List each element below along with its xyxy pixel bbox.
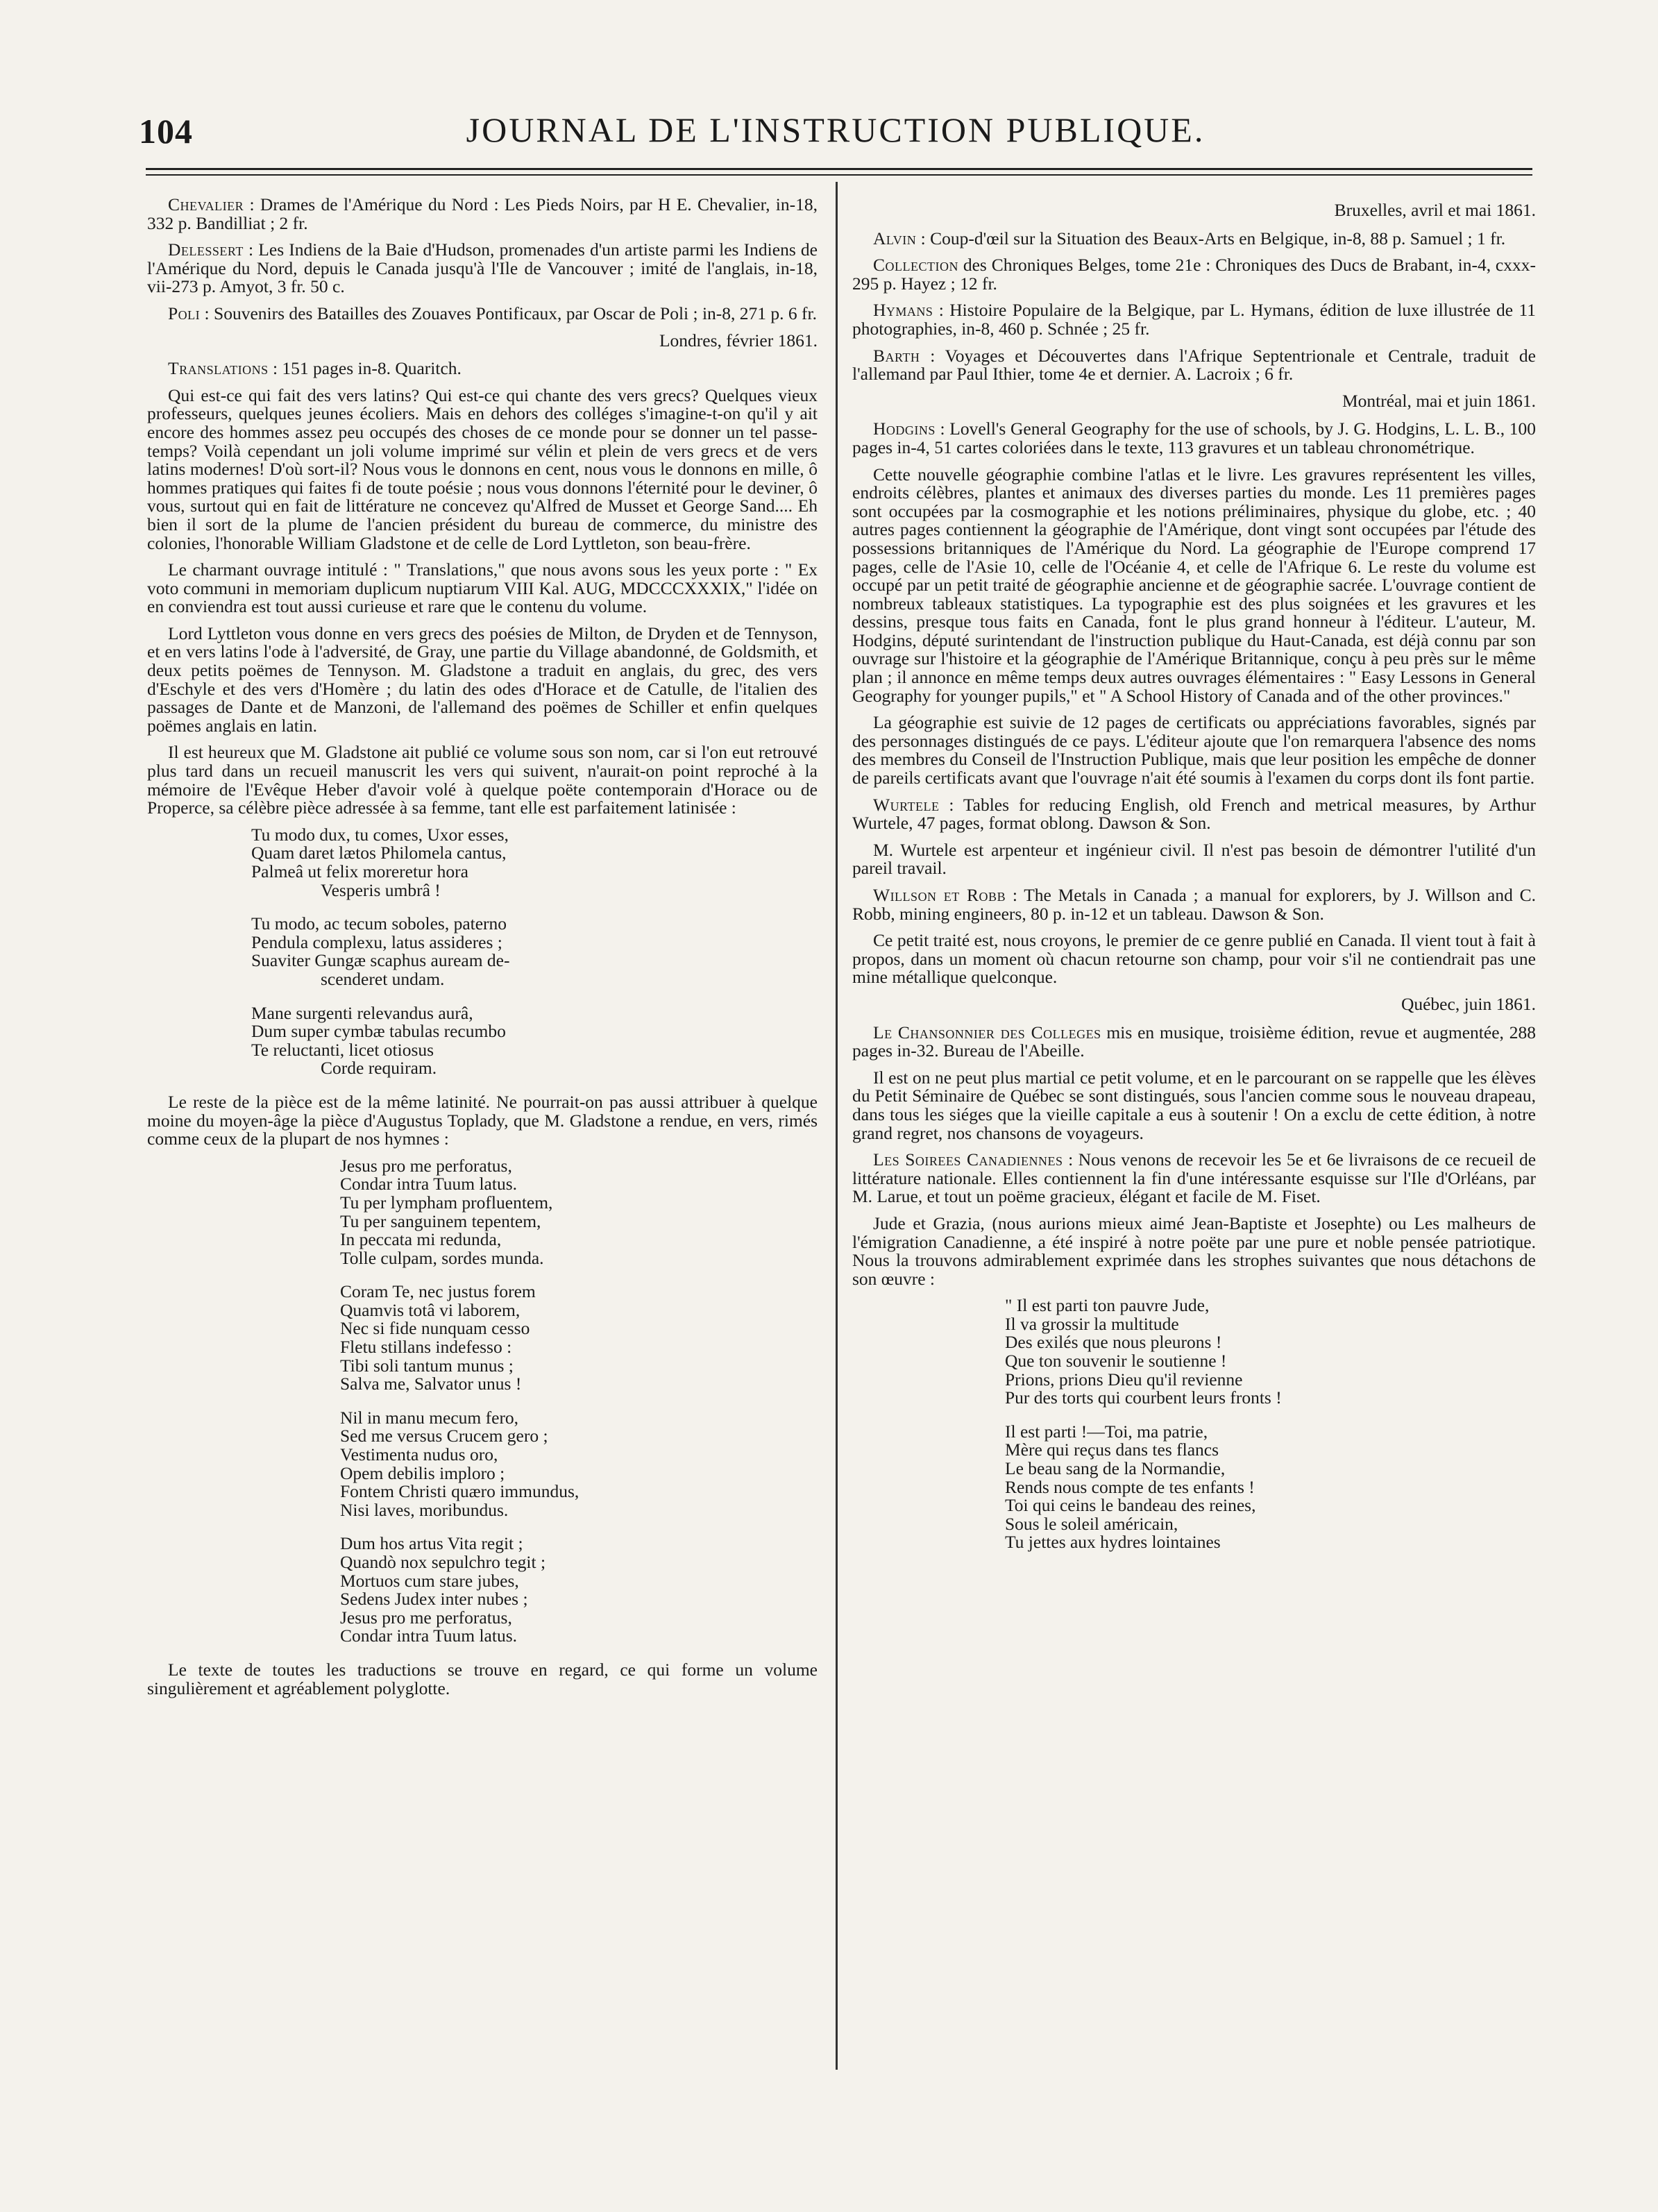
poem-stanza: [340, 1157, 818, 1268]
poem-line: Mère qui reçus dans tes flancs: [1005, 1440, 1219, 1460]
poem-line: Palmeâ ut felix moreretur hora: [251, 861, 468, 881]
poem-line: Condar intra Tuum latus.: [340, 1174, 518, 1194]
poem-line: Toi qui ceins le bandeau des reines,: [1005, 1495, 1256, 1516]
entry-text: : Coup-d'œil sur la Situation des Beaux-Arts en Belgique, in-8, 88 p. Samuel ; 1 fr.: [916, 228, 1506, 248]
entry-author: Willson et Robb: [873, 885, 1006, 905]
paragraph: La géographie est suivie de 12 pages de certificats ou appréciations favorables, signés par des personnages distingués de ce pays. L'éditeur ajoute que l'on remarquera l'absence des noms des membres du Conseil de l'Instruction Publique, mais que leur position les empêche de donner de pareils certificats avant que l'ouvrage n'ait été soumis à l'examen du corps dont ils font partie.: [852, 712, 1536, 788]
poem-line: Que ton souvenir le soutienne !: [1005, 1351, 1227, 1371]
poem-line: Il va grossir la multitude: [1005, 1313, 1179, 1334]
entry-author: Wurtele: [873, 794, 940, 815]
entry-text: des Chroniques Belges, tome 21e : Chroniques des Ducs de Brabant, in-4, cxxx-295 p. Hayez ; 12 fr.: [852, 255, 1536, 294]
bibliography-entry: [852, 796, 1536, 833]
poem-line: Sedens Judex inter nubes ;: [340, 1589, 528, 1610]
paragraph: Il est on ne peut plus martial ce petit volume, et en le parcourant on se rappelle que les élèves du Petit Séminaire de Québec se sont distingués, sous l'ancien comme sous le nouveau drapeau, dans tous les siéges que la vieille capitale a eus à soutenir ! On a exclu de cette édition, à notre grand regret, nos chansons de voyageurs.: [852, 1067, 1536, 1143]
poem-line: Vestimenta nudus oro,: [340, 1444, 498, 1465]
poem-line: Nec si fide nunquam cesso: [340, 1318, 530, 1339]
entry-text: : Tables for reducing English, old French and metrical measures, by Arthur Wurtele, 47 pages, format oblong. Dawson & Son.: [852, 794, 1536, 834]
entry-text: : The Metals in Canada ; a manual for explorers, by J. Willson and C. Robb, mining engineers, 80 p. in-12 et un tableau. Dawson & Son.: [852, 885, 1536, 924]
dateline: Montréal, mai et juin 1861.: [1342, 390, 1536, 411]
entry-author: Collection: [873, 255, 958, 276]
page-header-title: JOURNAL DE L'INSTRUCTION PUBLIQUE.: [466, 110, 1206, 149]
poem-stanza: [340, 1535, 818, 1646]
bibliography-entry: [147, 305, 818, 323]
poem-line: Tolle culpam, sordes munda.: [340, 1247, 544, 1268]
header-rule-double: [146, 174, 1532, 176]
poem-line: Jesus pro me perforatus,: [340, 1155, 512, 1176]
poem-line: Tu modo dux, tu comes, Uxor esses,: [251, 824, 509, 845]
entry-text: : 151 pages in-8. Quaritch.: [268, 358, 462, 379]
poem-line: Quamvis totâ vi laborem,: [340, 1299, 521, 1320]
poem-line: " Il est parti ton pauvre Jude,: [1005, 1295, 1210, 1316]
poem-line: Sous le soleil américain,: [1005, 1513, 1178, 1534]
poem-stanza: [1005, 1423, 1536, 1552]
page-number: 104: [139, 112, 193, 151]
poem-line: Tu per sanguinem tepentem,: [340, 1210, 541, 1231]
entry-author: Alvin: [873, 228, 917, 248]
bibliography-entry: [852, 886, 1536, 923]
entry-text: : Nous venons de recevoir les 5e et 6e livraisons de ce recueil de littérature nationale. Elles contiennent la fin d'une intéressante esquisse sur l'Ile d'Orléans, par M. Larue, et tout un poëme gracieux, élégant et facile de M. Fiset.: [852, 1149, 1537, 1207]
bibliography-entry: [852, 1151, 1536, 1206]
entry-author: Le Chansonnier des Colleges: [873, 1022, 1101, 1042]
poem-stanza: [340, 1283, 818, 1394]
poem-line: Nisi laves, moribundus.: [340, 1499, 509, 1520]
entry-author: Hodgins: [873, 419, 936, 439]
paragraph: M. Wurtele est arpenteur et ingénieur civil. Il n'est pas besoin de démontrer l'utilité d'un pareil travail.: [852, 839, 1536, 879]
paragraph: Le charmant ouvrage intitulé : " Translations," que nous avons sous les yeux porte : " Ex voto communi in memoriam duplicum nuptiarum VIII Kal. AUG, MDCCCXXXIX," l'idée on en conviendra est tout aussi curieuse et rare que le contenu du volume.: [147, 559, 818, 617]
bibliography-entry: [147, 360, 818, 378]
bibliography-entry: [852, 347, 1536, 384]
entry-author: Chevalier: [168, 194, 244, 214]
entry-text: : Lovell's General Geography for the use of schools, by J. G. Hodgins, L. L. B., 100 pages in-4, 51 cartes coloriées dans le texte, 113 gravures et un tableau chronométrique.: [852, 419, 1536, 457]
dateline: Londres, février 1861.: [659, 330, 818, 351]
right-column: [852, 196, 1536, 1567]
poem-line: Le beau sang de la Normandie,: [1005, 1458, 1226, 1479]
poem-line: Opem debilis imploro ;: [340, 1462, 505, 1483]
poem-line: Dum super cymbæ tabulas recumbo: [251, 1021, 506, 1042]
paragraph: Lord Lyttleton vous donne en vers grecs des poésies de Milton, de Dryden et de Tennyson, et en vers latins l'ode à l'adversité, de Gray, une partie du Village abandonné, de Goldsmith, et deux petits poëmes de Tennyson. M. Gladstone a traduit en anglais, du grec, des vers d'Eschyle et des vers d'Homère ; du latin des odes d'Horace et de Catulle, de l'italien des passages de Dante et de Manzoni, de l'allemand des poëmes de Schiller et enfin quelques poëmes anglais en latin.: [147, 623, 818, 736]
poem-sapphic: [147, 826, 818, 1078]
entry-author: Barth: [873, 345, 920, 366]
header-rule: [146, 168, 1532, 170]
poem-line: In peccata mi redunda,: [340, 1229, 502, 1250]
bibliography-entry: [147, 241, 818, 296]
bibliography-entry: [852, 301, 1536, 338]
poem-line: Quam daret lætos Philomela cantus,: [251, 843, 507, 863]
poem-line: Dum hos artus Vita regit ;: [340, 1533, 523, 1554]
entry-author: Hymans: [873, 300, 933, 321]
poem-line: Jesus pro me perforatus,: [340, 1607, 512, 1628]
poem-stanza: [251, 915, 818, 988]
poem-line: Fontem Christi quæro immundus,: [340, 1481, 580, 1502]
poem-line: Vesperis umbrâ !: [321, 879, 441, 900]
poem-line: Tu jettes aux hydres lointaines: [1005, 1532, 1221, 1553]
poem-line: Rends nous compte de tes enfants !: [1005, 1476, 1255, 1497]
poem-line: Prions, prions Dieu qu'il revienne: [1005, 1369, 1243, 1390]
left-column: [147, 196, 818, 1706]
poem-line: Suaviter Gungæ scaphus auream de-: [251, 950, 510, 971]
bibliography-entry: [852, 256, 1536, 293]
column-divider: [836, 182, 838, 2070]
poem-stanza: [1005, 1297, 1536, 1408]
poem-chanson: [852, 1297, 1536, 1552]
entry-text: : Voyages et Découvertes dans l'Afrique Septentrionale et Centrale, traduit de l'allemand par Paul Ithier, tome 4e et dernier. A. Lacroix ; 6 fr.: [852, 345, 1536, 385]
bibliography-entry: [852, 420, 1536, 457]
dateline: Québec, juin 1861.: [1401, 993, 1536, 1014]
entry-author: Les Soirees Canadiennes: [873, 1149, 1063, 1170]
poem-stanza: [251, 1004, 818, 1078]
poem-stanza: [340, 1409, 818, 1520]
paragraph: Le reste de la pièce est de la même latinité. Ne pourrait-on pas aussi attribuer à quelque moine du moyen-âge la pièce d'Augustus Toplady, que M. Gladstone a rendue, en vers, rimés comme ceux de la plupart de nos hymnes :: [147, 1091, 818, 1149]
bibliography-entry: [852, 1024, 1536, 1061]
poem-line: Tu per lympham profluentem,: [340, 1192, 553, 1213]
paragraph: Cette nouvelle géographie combine l'atlas et le livre. Les gravures représentent les villes, endroits célèbres, plantes et animaux des diverses parties du monde. Les 11 premières pages sont occupées par la cosmographie et les notions préliminaires, physique du globe, etc. ; 40 autres pages contiennent la géographie de l'Amérique, dont vingt sont occupées par l'étude des possessions britanniques de l'Amérique du Nord. La géographie de l'Europe comprend 17 pages, celle de l'Asie 10, celle de l'Océanie 4, et celle de l'Afrique 6. Le reste du volume est occupé par un petit traité de géographie ancienne et de géographie sacrée. L'ouvrage contient de nombreux tableaux statistiques. La typographie est des plus soignées et les gravures et les dessins, presque tous faits en Canada, font le plus grand honneur à l'éditeur. L'auteur, M. Hodgins, député surintendant de l'instruction publique du Haut-Canada, est déjà connu par son ouvrage sur l'histoire et la géographie de l'Amérique Britannique, conçu à peu près sur le même plan ; il annonce en même temps deux autres ouvrages élémentaires : " Easy Lessons in General Geography for younger pupils," et " A School History of Canada and of the other provinces.": [852, 464, 1536, 706]
entry-author: Delessert: [168, 239, 244, 260]
poem-line: Mane surgenti relevandus aurâ,: [251, 1002, 473, 1023]
poem-line: Salva me, Salvator unus !: [340, 1374, 522, 1394]
poem-line: Fletu stillans indefesso :: [340, 1337, 512, 1358]
poem-hymn: [147, 1157, 818, 1646]
poem-line: Quandò nox sepulchro tegit ;: [340, 1552, 546, 1572]
poem-line: scenderet undam.: [321, 968, 445, 989]
paragraph: Ce petit traité est, nous croyons, le premier de ce genre publié en Canada. Il vient tout à fait à propos, dans un moment où chacun retourne son champ, pour voir s'il ne contiendrait pas une mine métallique quelconque.: [852, 930, 1536, 988]
paragraph: Jude et Grazia, (nous aurions mieux aimé Jean-Baptiste et Josephte) ou Les malheurs de l'émigration Canadienne, a été inspiré à notre poëte par une pure et noble pensée patriotique. Nous la trouvons admirablement exprimée dans les strophes suivantes que nous détachons de son œuvre :: [852, 1213, 1536, 1289]
bibliography-entry: [852, 230, 1536, 248]
poem-line: Te reluctanti, licet otiosus: [251, 1039, 434, 1060]
entry-author: Poli: [168, 303, 201, 323]
entry-text: mis en musique, troisième édition, revue et augmentée, 288 pages in-32. Bureau de l'Abeille.: [852, 1022, 1536, 1061]
poem-line: Sed me versus Crucem gero ;: [340, 1426, 548, 1446]
paragraph: Qui est-ce qui fait des vers latins? Qui est-ce qui chante des vers grecs? Quelques vieux professeurs, quelques jeunes écoliers. Mais en dehors des colléges s'imagine-t-on qu'il y ait encore des hommes assez peu occupés des choses de ce monde pour se donner un tel passe-temps? Voilà cependant un joli volume imprimé sur vélin et plein de vers grecs et de vers latins modernes! D'où sort-il? Nous vous le donnons en cent, nous vous le donnons en mille, ô hommes pratiques qui faites fi de toute poésie ; nous vous donnons l'éternité pour le deviner, ô vous, surtout qui en fait de littérature ne concevez qu'Alfred de Musset et George Sand.... Eh bien il sort de la plume de l'ancien président du bureau de commerce, du ministre des colonies, l'honorable William Gladstone et de celle de Lord Lyttleton, son beau-frère.: [147, 385, 818, 553]
entry-text: : Histoire Populaire de la Belgique, par L. Hymans, édition de luxe illustrée de 11 photographies, in-8, 460 p. Schnée ; 25 fr.: [852, 300, 1536, 339]
poem-line: Corde requiram.: [321, 1058, 437, 1079]
poem-line: Coram Te, nec justus forem: [340, 1281, 536, 1302]
poem-stanza: [251, 826, 818, 900]
poem-line: Nil in manu mecum fero,: [340, 1407, 519, 1428]
entry-text: : Souvenirs des Batailles des Zouaves Pontificaux, par Oscar de Poli ; in-8, 271 p. 6 fr.: [200, 303, 817, 323]
poem-line: Mortuos cum stare jubes,: [340, 1570, 519, 1591]
poem-line: Tibi soli tantum munus ;: [340, 1355, 514, 1376]
dateline: Bruxelles, avril et mai 1861.: [1334, 200, 1536, 220]
poem-line: Pendula complexu, latus assideres ;: [251, 931, 502, 952]
poem-line: Des exilés que nous pleurons !: [1005, 1332, 1222, 1353]
poem-line: Condar intra Tuum latus.: [340, 1626, 518, 1646]
bibliography-entry: [147, 196, 818, 233]
paragraph: Le texte de toutes les traductions se trouve en regard, ce qui forme un volume singulièrement et agréablement polyglotte.: [147, 1659, 818, 1698]
poem-line: Pur des torts qui courbent leurs fronts !: [1005, 1387, 1282, 1408]
entry-author: Translations: [168, 358, 269, 379]
poem-line: Il est parti !—Toi, ma patrie,: [1005, 1421, 1208, 1442]
entry-text: : Les Indiens de la Baie d'Hudson, promenades d'un artiste parmi les Indiens de l'Amérique du Nord, depuis le Canada jusqu'à l'Ile de Vancouver ; imité de l'anglais, in-18, vii-273 p. Amyot, 3 fr. 50 c.: [147, 239, 818, 297]
entry-text: : Drames de l'Amérique du Nord : Les Pieds Noirs, par H E. Chevalier, in-18, 332 p. Bandilliat ; 2 fr.: [147, 194, 818, 233]
paragraph: Il est heureux que M. Gladstone ait publié ce volume sous son nom, car si l'on eut retrouvé plus tard dans un recueil manuscrit les vers qui suivent, n'aurait-on point reproché à la mémoire de l'Evêque Heber d'avoir volé à quelque poëte contemporain d'Horace ou de Properce, sa célèbre pièce adressée à sa femme, tant elle est parfaitement latinisée :: [147, 742, 818, 818]
poem-line: Tu modo, ac tecum soboles, paterno: [251, 913, 507, 934]
